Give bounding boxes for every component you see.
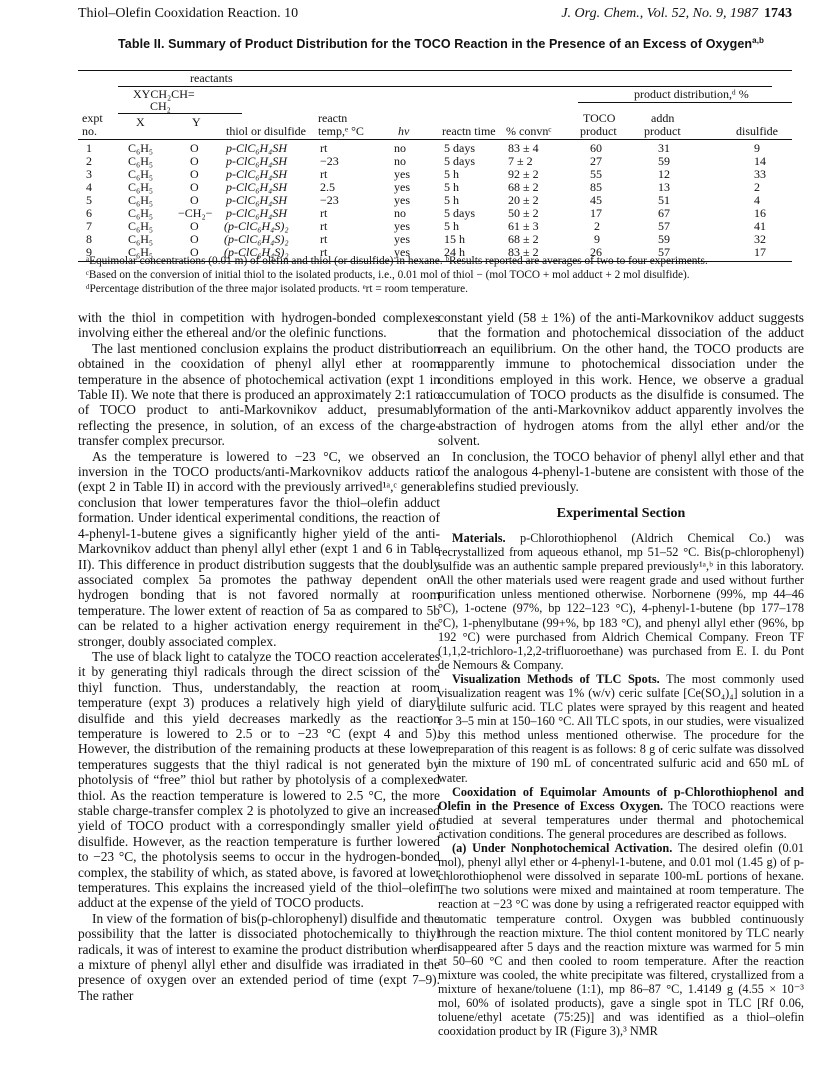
paragraph: The last mentioned conclusion explains the product distribution obtained in the cooxidation of phenyl allyl ether at room temperature in the absence of photochemical activation (expt 1 in Table II). We note that there is produced an approximately 2:1 ratio of TOCO product to anti-Markovnikov adduct, presumably reflecting the presence, in solution, of an excess of the charge-transfer complex precursor. [78,340,440,449]
cell-time: 5 h [444,193,459,207]
header-disulfide: disulfide [736,124,778,138]
caption-footnote-marks: a,b [752,35,765,45]
cell-y: O [190,232,199,246]
paragraph: In conclusion, the TOCO behavior of phenyl allyl ether and that of the analogous 4-phenyl-1-butene are consistent with those of the olefins studied previously. [438,448,804,495]
cell-toco: 45 [590,193,602,207]
table-top-rule [78,70,792,71]
cell-no: 6 [86,206,92,220]
table-row [78,233,792,246]
cell-x: C₆H₅ [128,245,154,259]
cell-toco: 9 [594,232,600,246]
header-xych: XYCH₂CH= [133,87,195,101]
header-x: X [136,115,145,129]
cell-disulfide: 14 [754,154,766,168]
cell-toco: 26 [590,245,602,259]
cell-x: C₆H₅ [128,180,154,194]
table-rule-products [578,102,792,103]
header-addn-1: addn [651,111,675,125]
paragraph-visualization [438,672,804,785]
cell-time: 5 h [444,219,459,233]
run-in-heading: (a) Under Nonphotochemical Activation. [452,841,673,856]
cell-addn: 57 [658,219,670,233]
cell-x: C₆H₅ [128,141,154,155]
paragraph: As the temperature is lowered to −23 °C, we observed an inversion in the TOCO products/anti-Markovnikov adducts ratio (expt 2 in Table II) in accord with the previously arrived¹ᵃ,ᶜ general conclusion that lower temperatures favor the thiol–olefin adduct formation. Under identical experimental conditions, the reaction of 4-phenyl-1-butene gives a significantly higher yield of the anti-Markovnikov adduct than phenyl allyl ether (expt 1 and 6 in Table II). This difference in product distribution suggests that the doubly associated complex 5a promotes the pathway dependent on hydrogen bonding that is not favored normally at room temperature. The lower extent of reaction of 5a as compared to 5b can be related to a higher activation energy requirement in the stronger, doubly associated complex. [78,448,440,649]
table-header-rule [78,139,792,140]
cell-disulfide: 2 [754,180,760,194]
cell-time: 24 h [444,245,465,259]
header-addn-2: product [644,124,681,138]
cell-addn: 31 [658,141,670,155]
cell-thiol: p-ClC₆H₄SH [226,141,288,155]
left-column [78,310,440,1003]
cell-toco: 27 [590,154,602,168]
cell-disulfide: 9 [754,141,760,155]
running-head [78,6,792,26]
table-caption-text: Table II. Summary of Product Distribution for the TOCO Reaction in the Presence of an Excess of Oxygen [118,37,753,51]
cell-x: C₆H₅ [128,167,154,181]
cell-x: C₆H₅ [128,193,154,207]
cell-no: 9 [86,245,92,259]
table-row [78,207,792,220]
header-time: reactn time [442,124,496,138]
header-hv: hν [398,124,410,138]
cell-y: O [190,141,199,155]
cell-time: 5 days [444,141,475,155]
cell-time: 5 h [444,180,459,194]
cell-temp: rt [320,219,328,233]
cell-no: 2 [86,154,92,168]
cell-no: 8 [86,232,92,246]
cell-temp: rt [320,232,328,246]
cell-addn: 57 [658,245,670,259]
cell-time: 15 h [444,232,465,246]
footnote-c: ᶜBased on the conversion of initial thiol to the isolated products, i.e., 0.01 mol of thiol − (mol TOCO + mol adduct + 2 mol disulfide). [86,269,690,281]
cell-addn: 51 [658,193,670,207]
cell-addn: 12 [658,167,670,181]
paragraph: The use of black light to catalyze the TOCO reaction accelerates it by generating thiyl radicals through the direct scission of the thiyl function. Thus, understandably, the reaction at room temperature (expt 3) produces a relatively high yield of diaryl disulfide and this yield decreases markedly as the reaction temperature is lowered to 2.5 or to −23 °C (expt 4 and 5). However, the distribution of the remaining products at these lower temperatures suggests that the thiyl radical is not generated by photolysis of “free” thiol but rather by photolysis of a complexed thiol. As the reaction temperature is lowered to 2.5 °C, the more stable charge-transfer complex 2 is photolyzed to give an increased yield of TOCO product with a correspondingly smaller yield of disulfide. However, as the reaction temperature is further lowered to −23 °C, the photolysis seems to occur in the hydrogen-bonded complex, the stability of which, as stated above, is favored at lower temperatures. This explains the increased yield of the thiol–olefin adduct at the expense of the yield of TOCO products. [78,648,440,911]
paragraph-text: p-Chlorothiophenol (Aldrich Chemical Co.) was recrystallized from aqueous ethanol, mp 51–52 °C. Bis(p-chlorophenyl) sulfide was an authentic sample prepared previously¹ᵃ,ᵇ in this laboratory. All the other materials used were reagent grade and used without further purification unless mentioned otherwise. Norbornene (99%, mp 44–46 °C), 1-octene (97%, bp 122–123 °C), 4-phenyl-1-butene (bp 177–178 °C), 1-phenylbutane (99+%, bp 183 °C), and phenyl allyl ether (96%, bp 192 °C) were purchased from Aldrich Chemical Company. Freon TF (1,1,2-trichloro-1,2,2-trifluoroethane) was purchased from E. I. du Pont de Nemours & Company. [438,530,804,672]
table-row [78,181,792,194]
cell-convn: 50 ± 2 [508,206,539,220]
cell-no: 7 [86,219,92,233]
header-toco-1: TOCO [583,111,616,125]
header-reactants: reactants [190,71,233,85]
footnote-de: ᵈPercentage distribution of the three major isolated products. ᵉrt = room temperature. [86,283,469,295]
cell-x: C₆H₅ [128,219,154,233]
header-product-distribution: product distribution,ᵈ % [634,87,749,101]
cell-addn: 67 [658,206,670,220]
cell-x: C₆H₅ [128,232,154,246]
cell-thiol: (p-ClC₆H₄S)₂ [224,219,289,233]
paragraph-cooxidation [438,785,804,841]
cell-disulfide: 4 [754,193,760,207]
running-head-title: Thiol–Olefin Cooxidation Reaction. 10 [78,6,299,21]
table-row [78,155,792,168]
cell-convn: 83 ± 2 [508,245,539,259]
cell-temp: rt [320,167,328,181]
running-head-journal [561,6,792,22]
cell-disulfide: 16 [754,206,766,220]
footnote-ab: ᵃEquimolar concentrations (0.01 m) of olefin and thiol (or disulfide) in hexane. ᵇResults reported are averages of two to four experiments. [86,255,708,267]
cell-temp: 2.5 [320,180,335,194]
table-row [78,142,792,155]
paragraph-text: The TOCO reactions were studied at several temperatures under thermal and photochemical activation conditions. The general procedures are described as follows. [438,798,804,841]
cell-convn: 92 ± 2 [508,167,539,181]
cell-no: 3 [86,167,92,181]
cell-hv: yes [394,180,410,194]
paragraph: with the thiol in competition with hydrogen-bonded complexes involving either the ethereal and/or the olefinic functions. [78,310,440,341]
cell-convn: 68 ± 2 [508,180,539,194]
cell-time: 5 days [444,206,475,220]
cell-no: 4 [86,180,92,194]
cell-thiol: p-ClC₆H₄SH [226,154,288,168]
cell-thiol: (p-ClC₆H₄S)₂ [224,245,289,259]
cell-toco: 55 [590,167,602,181]
table-caption [118,37,798,51]
cell-x: C₆H₅ [128,206,154,220]
cell-thiol: (p-ClC₆H₄S)₂ [224,232,289,246]
cell-convn: 61 ± 3 [508,219,539,233]
cell-addn: 59 [658,154,670,168]
cell-y: O [190,180,199,194]
cell-no: 1 [86,141,92,155]
journal-citation: J. Org. Chem., Vol. 52, No. 9, 1987 [561,6,758,21]
header-convn: % convnᶜ [506,124,552,138]
cell-disulfide: 33 [754,167,766,181]
cell-y: O [190,167,199,181]
cell-disulfide: 41 [754,219,766,233]
cell-toco: 2 [594,219,600,233]
header-expt: expt [82,111,103,125]
cell-y: O [190,245,199,259]
header-reactn: reactn [318,111,348,125]
table-row [78,168,792,181]
cell-hv: no [394,141,406,155]
cell-temp: rt [320,245,328,259]
header-toco-2: product [580,124,617,138]
cell-addn: 59 [658,232,670,246]
cell-convn: 7 ± 2 [508,154,533,168]
cell-y: O [190,193,199,207]
header-thiol: thiol or disulfide [226,124,306,138]
paragraph: constant yield (58 ± 1%) of the anti-Markovnikov adduct suggests that the formation and photochemical dissociation of the adduct reach an equilibrium. On the other hand, the TOCO products are apparently immune to photochemical dissociation under the conditions employed in this work. Hence, we observe a gradual accumulation of TOCO products as the disulfide is consumed. The formation of the anti-Markovnikov adduct apparently involves the abstraction of hydrogen atoms from the allyl ether and/or the solvent. [438,310,804,449]
table-row [78,220,792,233]
cell-temp: −23 [320,154,339,168]
cell-hv: yes [394,219,410,233]
cell-y: −CH₂− [178,206,213,220]
cell-hv: yes [394,232,410,246]
section-heading: Experimental Section [556,505,686,521]
cell-addn: 13 [658,180,670,194]
cell-time: 5 h [444,167,459,181]
cell-no: 5 [86,193,92,207]
cell-toco: 60 [590,141,602,155]
cell-hv: yes [394,245,410,259]
cell-toco: 85 [590,180,602,194]
cell-temp: rt [320,141,328,155]
cell-hv: yes [394,167,410,181]
table-footnotes [78,254,800,296]
cell-hv: no [394,154,406,168]
header-no: no. [82,124,97,138]
cell-thiol: p-ClC₆H₄SH [226,206,288,220]
run-in-heading: Materials. [452,530,506,545]
header-temp: temp,ᵉ °C [318,124,364,138]
cell-temp: −23 [320,193,339,207]
cell-thiol: p-ClC₆H₄SH [226,180,288,194]
cell-temp: rt [320,206,328,220]
cell-time: 5 days [444,154,475,168]
cell-y: O [190,154,199,168]
cell-convn: 20 ± 2 [508,193,539,207]
run-in-heading: Cooxidation of Equimolar Amounts of p-Chlorothiophenol and Olefin in the Presence of Excess Oxygen. [438,784,804,813]
cell-thiol: p-ClC₆H₄SH [226,167,288,181]
paragraph-text: The desired olefin (0.01 mol), phenyl allyl ether or 4-phenyl-1-butene, and 0.01 mol (1.45 g) of p-chlorothiophenol were dissolved in separate 100-mL portions of hexane. The two solutions were mixed and maintained at room temperature. The reaction at −23 °C was done by using a refrigerated reactor equipped with automatic temperature control. Oxygen was bubbled continuously through the reaction mixture. The thiol content monitored by TLC nearly disappeared after 5 days and the reaction mixture was warmed for 5 min at 50–60 °C and then cooled to room temperature. After the reaction mixture was cooled, the white precipitate was filtered, crystallized from a mixture of hexane/toluene (1:1), mp 86–87 °C, 1.4149 g (4.55 × 10⁻³ mol, 60% of isolated products), gave a single spot in TLC [Rf 0.06, toluene/ethyl acetate (75:25)] and was identified as a thiol–olefin cooxidation product by IR (Figure 3),³ NMR [438,841,805,1039]
paragraph-materials [438,531,804,672]
header-y: Y [192,115,201,129]
cell-hv: yes [394,193,410,207]
header-ch2: CH₂ [150,99,171,113]
cell-thiol: p-ClC₆H₄SH [226,193,288,207]
table-rule-xy [118,113,242,114]
right-column [438,310,804,1038]
paragraph: In view of the formation of bis(p-chlorophenyl) disulfide and the possibility that the latter is dissociated photochemically to thiyl radicals, it was of interest to examine the product distribution when a mixture of phenyl allyl ether and disulfide was irradiated in the presence of oxygen over an extended period of time (expt 7–9). The rather [78,910,440,1003]
cell-convn: 83 ± 4 [508,141,539,155]
paragraph-nonphotochemical [438,841,804,1038]
paragraph-text: The most commonly used visualization reagent was 1% (w/v) ceric sulfate [Ce(SO₄)₄] solution in a dilute sulfuric acid. TLC plates were sprayed by this reagent and heated for 3–5 min at 150–160 °C. All TLC spots, in our studies, were visualized by this method unless mentioned otherwise. The procedure for the preparation of this reagent is as follows: 8 g of ceric sulfate was dissolved in the mixture of 190 mL of concentrated sulfuric acid and 650 mL of water. [438,671,804,785]
run-in-heading: Visualization Methods of TLC Spots. [452,671,660,686]
cell-x: C₆H₅ [128,154,154,168]
cell-hv: no [394,206,406,220]
cell-disulfide: 17 [754,245,766,259]
cell-convn: 68 ± 2 [508,232,539,246]
cell-disulfide: 32 [754,232,766,246]
cell-toco: 17 [590,206,602,220]
page-number: 1743 [764,6,792,21]
cell-y: O [190,219,199,233]
